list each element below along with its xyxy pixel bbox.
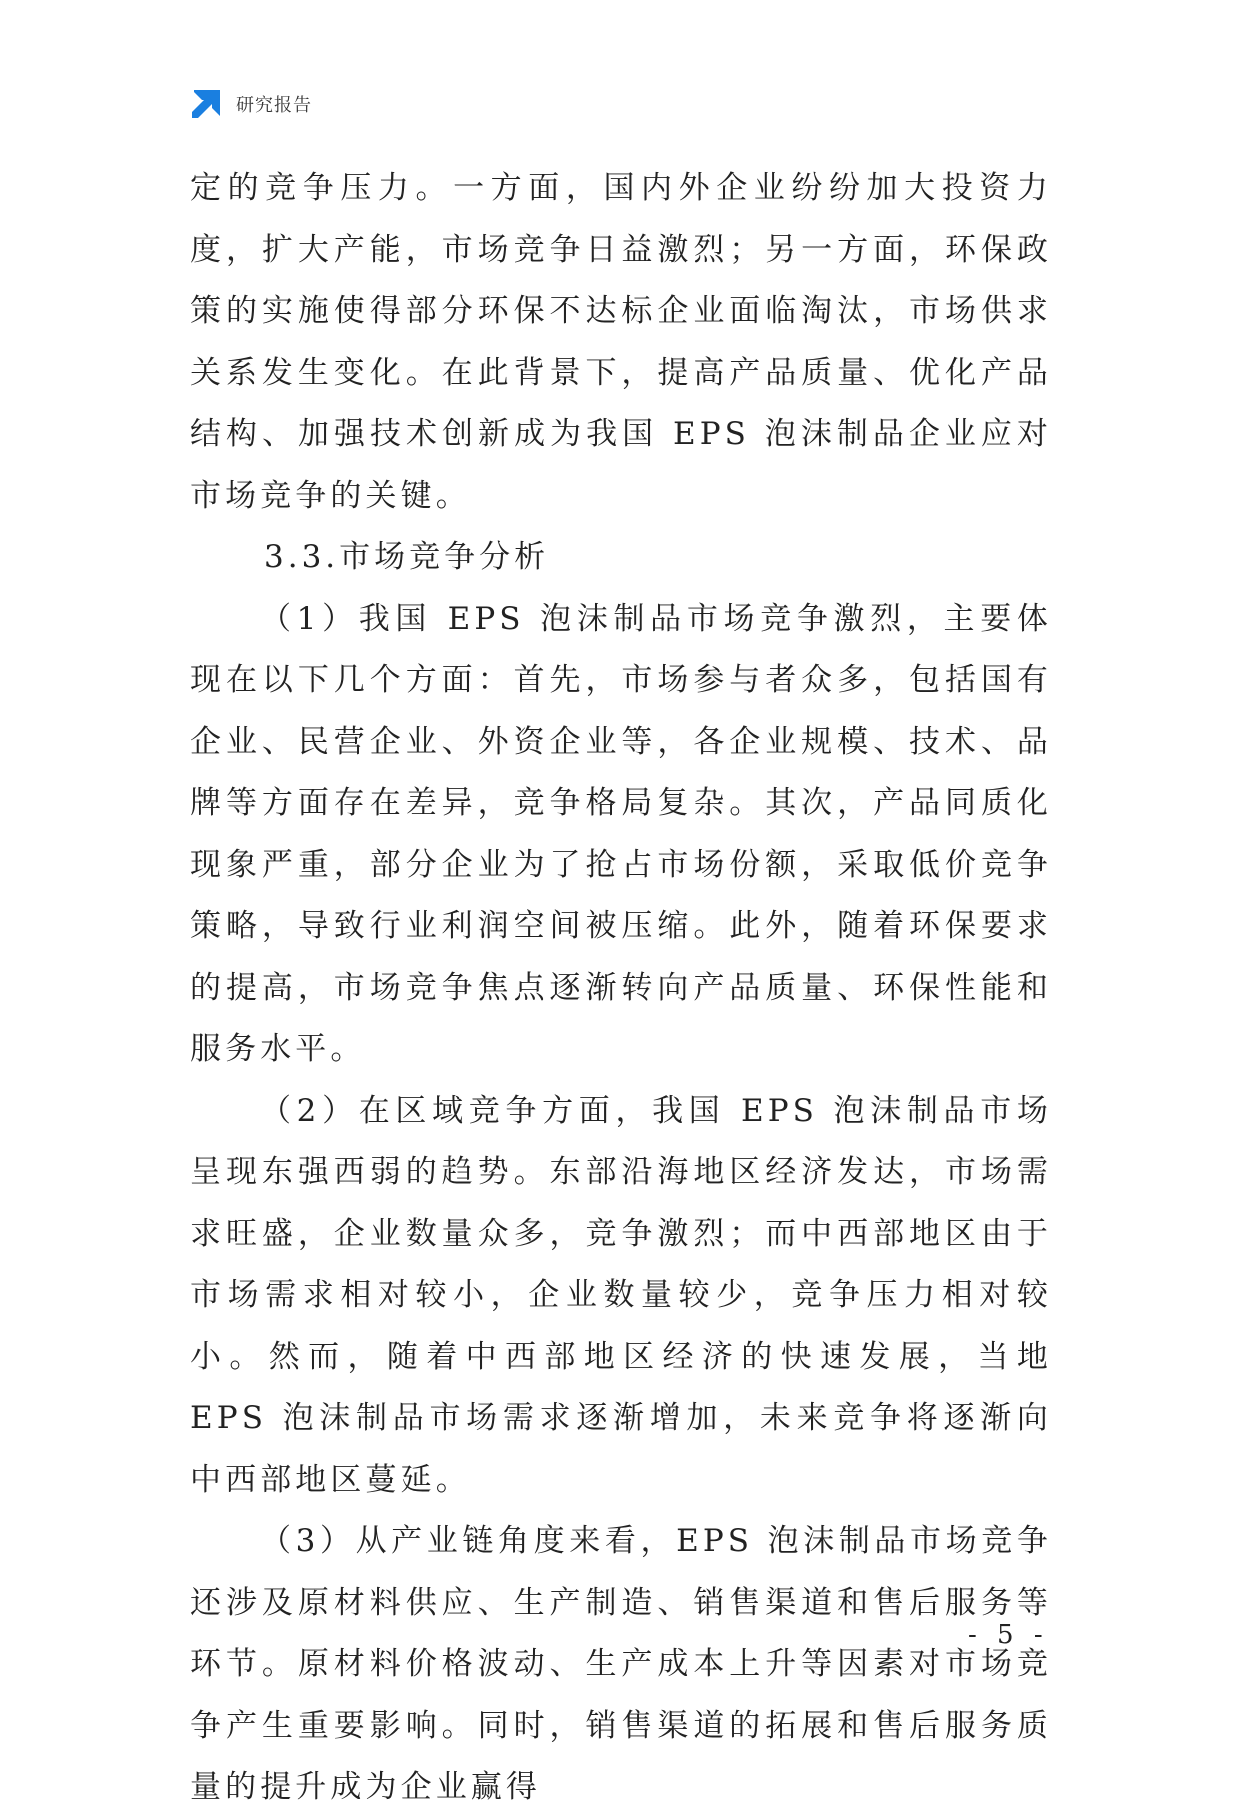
paragraph-2: （2）在区域竞争方面，我国 EPS 泡沫制品市场呈现东强西弱的趋势。东部沿海地区经济发达，市场需求旺盛，企业数量众多，竞争激烈；而中西部地区由于市场需求相对较小，企业数量较少，竞争压力相对较小。然而，随着中西部地区经济的快速发展，当地 EPS 泡沫制品市场需求逐渐增加，未来竞争将逐渐向中西部地区蔓延。 <box>190 1092 1052 1498</box>
page-header <box>190 88 312 120</box>
section-heading: 3.3.市场竞争分析 <box>264 539 550 575</box>
paragraph-1: （1）我国 EPS 泡沫制品市场竞争激烈，主要体现在以下几个方面：首先，市场参与者众多，包括国有企业、民营企业、外资企业等，各企业规模、技术、品牌等方面存在差异，竞争格局复杂。其次，产品同质化现象严重，部分企业为了抢占市场份额，采取低价竞争策略，导致行业利润空间被压缩。此外，随着环保要求的提高，市场竞争焦点逐渐转向产品质量、环保性能和服务水平。 <box>190 600 1052 1067</box>
paragraph-continued: 定的竞争压力。一方面，国内外企业纷纷加大投资力度，扩大产能，市场竞争日益激烈；另一方面，环保政策的实施使得部分环保不达标企业面临淘汰，市场供求关系发生变化。在此背景下，提高产品质量、优化产品结构、加强技术创新成为我国 EPS 泡沫制品企业应对市场竞争的关键。 <box>190 170 1052 514</box>
arrow-up-right-logo-icon <box>190 88 222 120</box>
header-title: 研究报告 <box>236 95 312 116</box>
document-body <box>190 158 1052 1819</box>
paragraph-3: （3）从产业链角度来看，EPS 泡沫制品市场竞争还涉及原材料供应、生产制造、销售渠道和售后服务等环节。原材料价格波动、生产成本上升等因素对市场竞争产生重要影响。同时，销售渠道的拓展和售后服务质量的提升成为企业赢得 <box>190 1523 1052 1805</box>
page-number: - 5 - <box>968 1620 1049 1650</box>
